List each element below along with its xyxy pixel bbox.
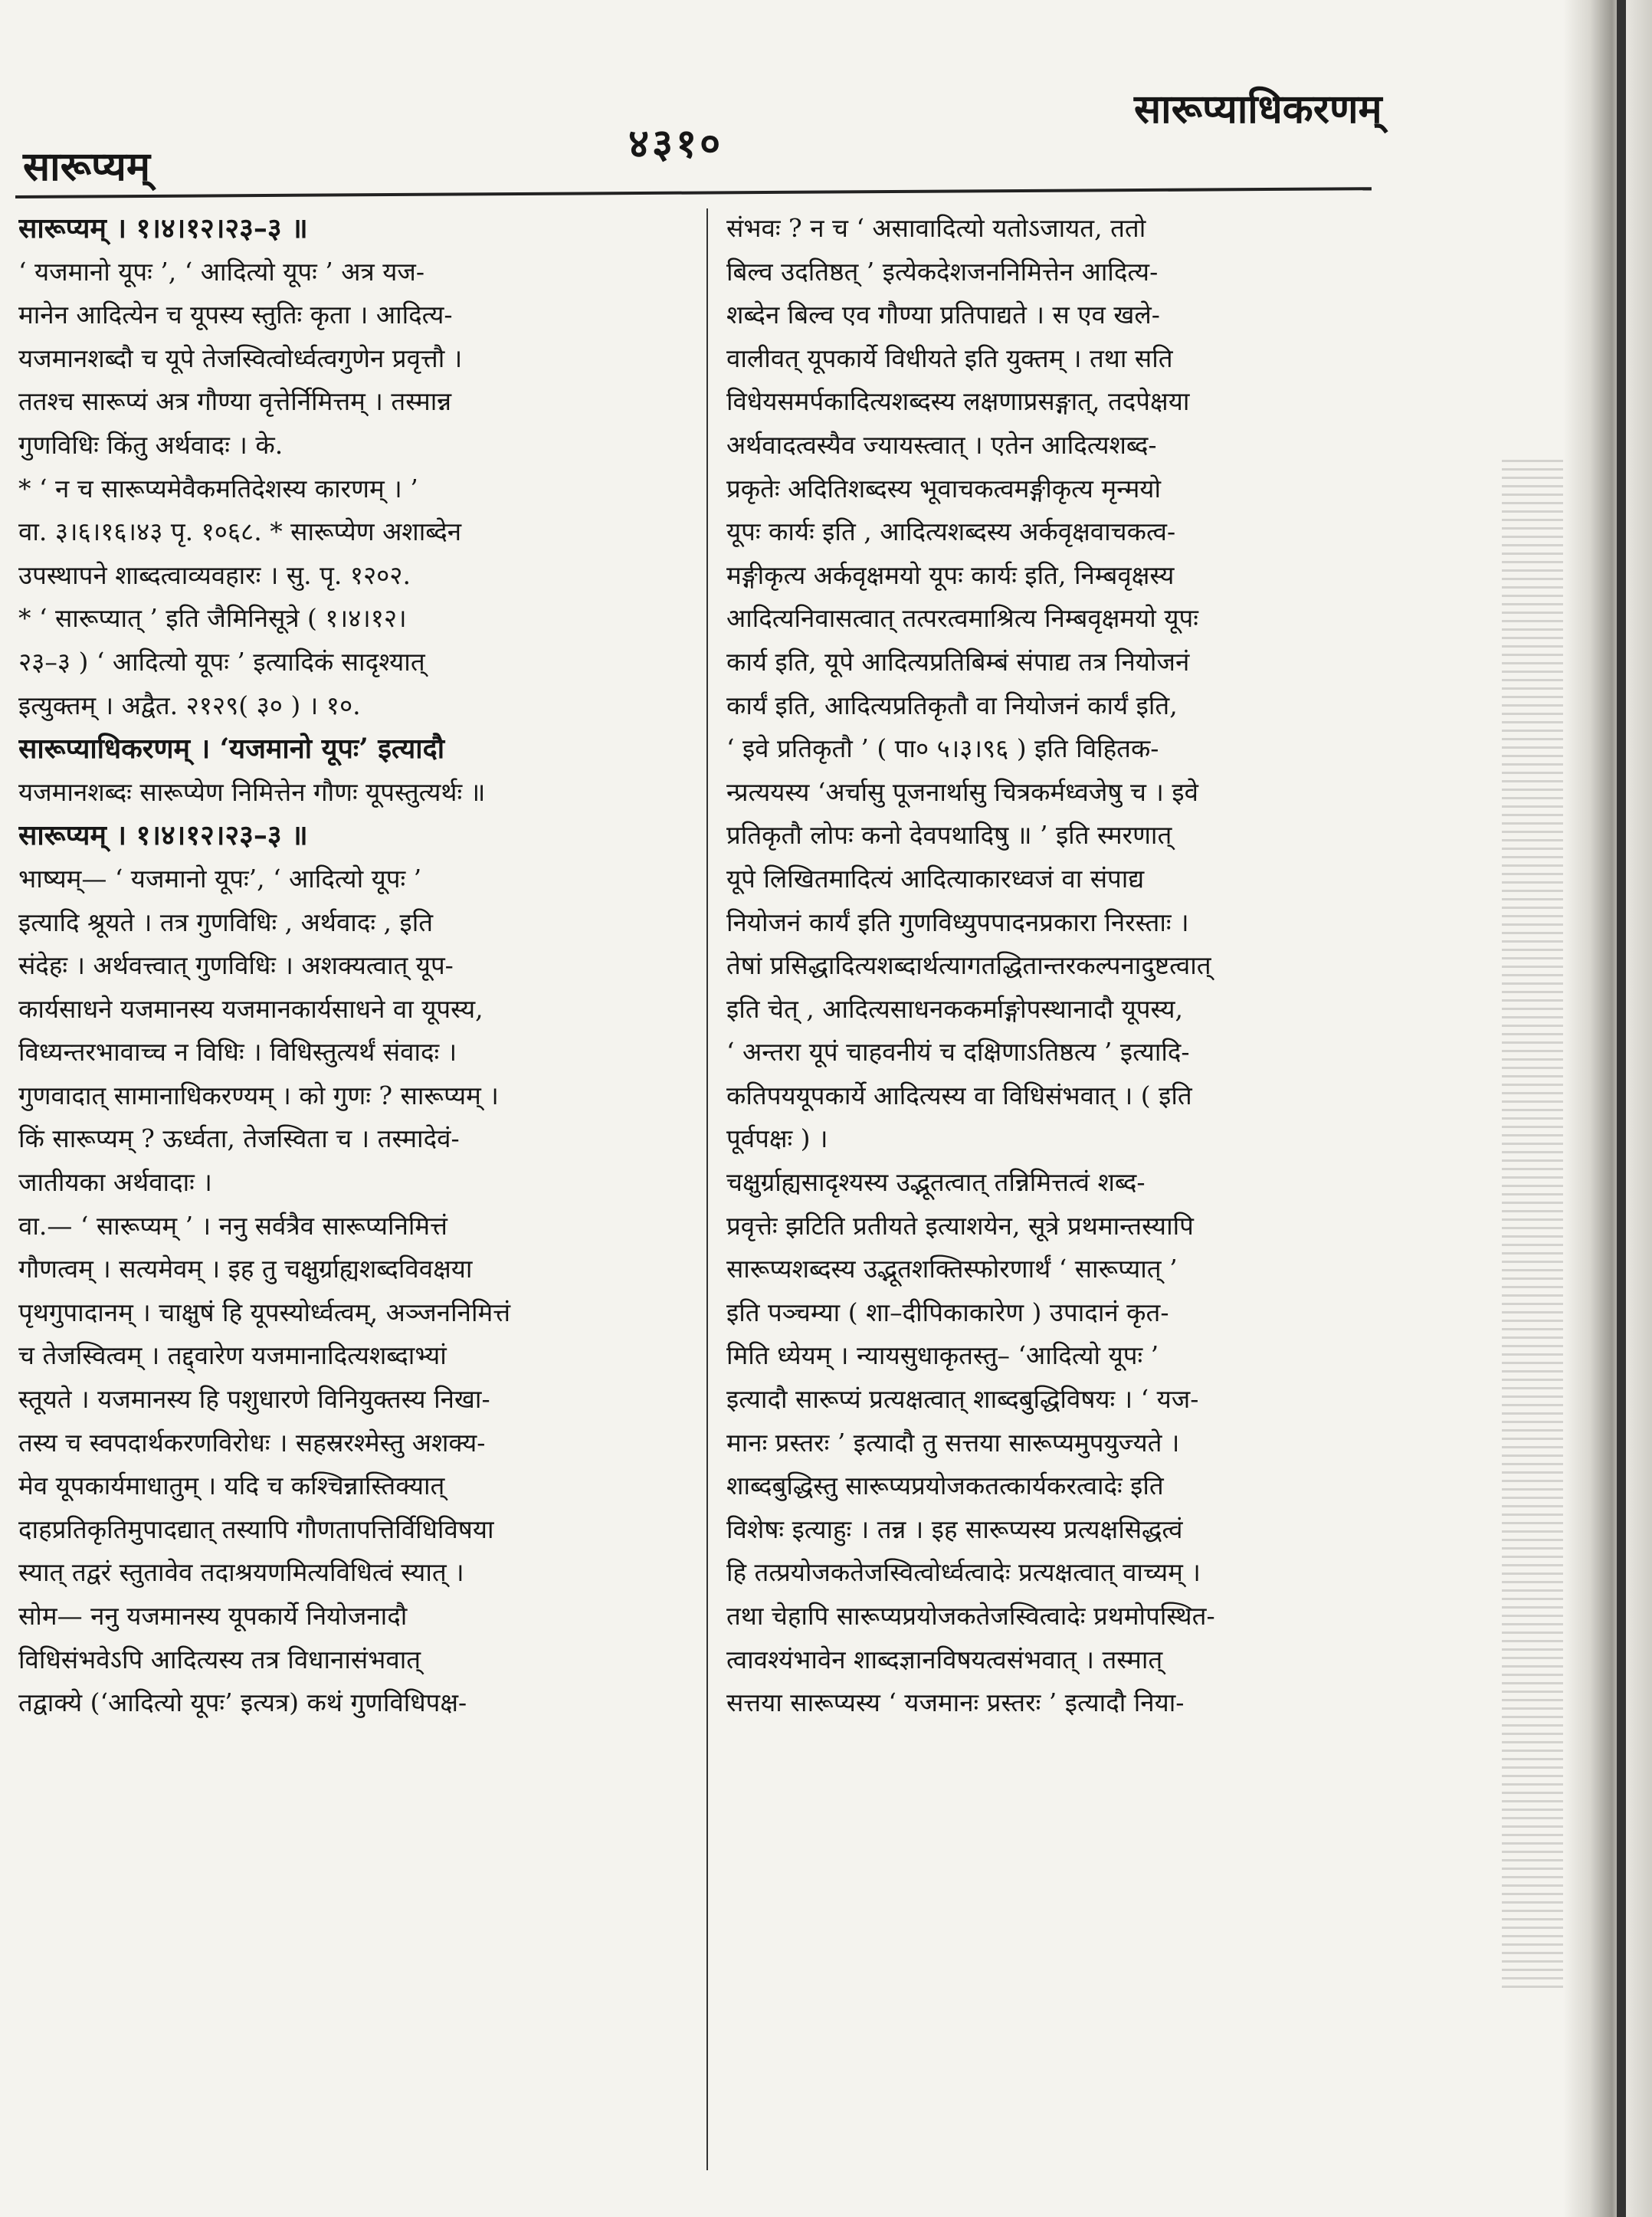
text-line: भाष्यम्— ‘ यजमानो यूपः’, ‘ आदित्यो यूपः ’ xyxy=(18,863,422,894)
text-line: इति चेत् , आदित्यसाधनककर्माङ्गोपस्थानादौ यूपस्य, xyxy=(726,993,1183,1024)
text-line: मानेन आदित्येन च यूपस्य स्तुतिः कृता । आदित्य- xyxy=(18,300,453,330)
text-line: कार्यं इति, आदित्यप्रतिकृतौ वा नियोजनं कार्यं इति, xyxy=(726,690,1178,720)
text-line: * ‘ न च सारूप्यमेवैकमतिदेशस्य कारणम् । ’ xyxy=(18,473,418,503)
text-line: चक्षुर्ग्राह्यसादृश्यस्य उद्भूतत्वात् तन्निमित्तत्वं शब्द- xyxy=(726,1167,1146,1198)
text-line: गौणत्वम् । सत्यमेवम् । इह तु चक्षुर्ग्राह्यशब्दविवक्षया xyxy=(18,1254,473,1284)
text-line: गुणवादात् सामानाधिकरण्यम् । को गुणः ? सारूप्यम् । xyxy=(18,1080,499,1110)
text-line: मेव यूपकार्यमाधातुम् । यदि च कश्चिन्नास्तिक्यात् xyxy=(18,1471,445,1501)
text-line: मिति ध्येयम् । न्यायसुधाकृतस्तु– ‘आदित्यो यूपः ’ xyxy=(726,1340,1159,1371)
book-binding-edge xyxy=(1563,0,1652,2217)
text-line: वा. ३।६।१६।४३ पृ. १०६८. * सारूप्येण अशाब्देन xyxy=(18,517,462,547)
text-line: विधिसंभवेऽपि आदित्यस्य तत्र विधानासंभवात् xyxy=(18,1644,421,1674)
binding-spine xyxy=(1617,0,1626,2217)
text-line: सत्तया सारूप्यस्य ‘ यजमानः प्रस्तरः ’ इत्यादौ निया- xyxy=(726,1687,1185,1718)
text-line: हि तत्प्रयोजकतेजस्वित्वोर्ध्वत्वादेः प्रत्यक्षत्वात् वाच्यम् । xyxy=(726,1557,1201,1588)
text-line: यूपः कार्यः इति , आदित्यशब्दस्य अर्कवृक्षवाचकत्व- xyxy=(726,517,1176,547)
text-line: इत्युक्तम् । अद्वैत. २१२९( ३० ) । १०. xyxy=(18,690,361,720)
text-line: किं सारूप्यम् ? ऊर्ध्वता, तेजस्विता च । तस्मादेवं- xyxy=(18,1123,460,1154)
text-line: जातीयका अर्थवादाः । xyxy=(18,1167,212,1198)
text-line: यजमानशब्दः सारूप्येण निमित्तेन गौणः यूपस्तुत्यर्थः ॥ xyxy=(18,776,486,807)
text-line: ततश्च सारूप्यं अत्र गौण्या वृत्तेर्निमित्तम् । तस्मान्न xyxy=(18,386,452,417)
page-number: ४३१० xyxy=(628,120,724,167)
text-line: इति पञ्चम्या ( शा–दीपिकाकारेण ) उपादानं कृत- xyxy=(726,1297,1169,1327)
text-line: सारूप्यशब्दस्य उद्भूतशक्तिस्फोरणार्थं ‘ सारूप्यात् ’ xyxy=(726,1254,1178,1284)
scan-noise xyxy=(1502,460,1571,1992)
text-line: त्वावश्यंभावेन शाब्दज्ञानविषयत्वसंभवात् । तस्मात् xyxy=(726,1644,1163,1674)
right-column xyxy=(726,207,1393,2184)
text-line: गुणविधिः किंतु अर्थवादः । के. xyxy=(18,429,284,460)
text-line: विधेयसमर्पकादित्यशब्दस्य लक्षणाप्रसङ्गात्, तदपेक्षया xyxy=(726,386,1190,417)
text-line: च तेजस्वित्वम् । तद्द्वारेण यजमानादित्यशब्दाभ्यां xyxy=(18,1340,447,1371)
text-line: कार्य इति, यूपे आदित्यप्रतिबिम्बं संपाद्य तत्र नियोजनं xyxy=(726,646,1190,677)
section-heading: सारूप्यम् । १।४।१२।२३–३ ॥ xyxy=(18,212,308,244)
text-line: दाहप्रतिकृतिमुपादद्यात् तस्यापि गौणतापत्तिर्विधिविषया xyxy=(18,1514,494,1544)
text-line: ‘ यजमानो यूपः ’, ‘ आदित्यो यूपः ’ अत्र यज- xyxy=(18,256,424,287)
text-line: पूर्वपक्षः ) । xyxy=(726,1123,828,1154)
column-divider xyxy=(706,208,708,2170)
text-line: यूपे लिखितमादित्यं आदित्याकारध्वजं वा संपाद्य xyxy=(726,863,1145,894)
text-line: तस्य च स्वपदार्थकरणविरोधः । सहस्ररश्मेस्तु अशक्य- xyxy=(18,1427,486,1458)
text-line: संभवः ? न च ‘ असावादित्यो यतोऽजायत, ततो xyxy=(726,213,1146,243)
text-line: प्रतिकृतौ लोपः कनो देवपथादिषु ॥ ’ इति स्मरणात् xyxy=(726,820,1172,851)
text-line: आदित्यनिवासत्वात् तत्परत्वमाश्रित्य निम्बवृक्षमयो यूपः xyxy=(726,603,1198,634)
text-line: संदेहः । अर्थवत्त्वात् गुणविधिः । अशक्यत्वात् यूप- xyxy=(18,950,454,981)
text-line: ‘ अन्तरा यूपं चाहवनीयं च दक्षिणाऽतिष्ठत्य ’ इत्यादि- xyxy=(726,1037,1190,1068)
text-line: कतिपययूपकार्ये आदित्यस्य वा विधिसंभवात् । ( इति xyxy=(726,1080,1192,1110)
text-line: वालीवत् यूपकार्ये विधीयते इति युक्तम् । तथा सति xyxy=(726,343,1173,373)
section-heading: सारूप्यम् । १।४।१२।२३–३ ॥ xyxy=(18,819,308,852)
left-column xyxy=(18,207,693,2184)
text-line: बिल्व उदतिष्ठत् ’ इत्येकदेशजननिमित्तेन आदित्य- xyxy=(726,256,1159,287)
text-line: यजमानशब्दौ च यूपे तेजस्वित्वोर्ध्वत्वगुणेन प्रवृत्तौ । xyxy=(18,343,463,373)
text-line: पृथगुपादानम् । चाक्षुषं हि यूपस्योर्ध्वत्वम्, अञ्जननिमित्तं xyxy=(18,1297,511,1327)
text-line: इत्यादौ सारूप्यं प्रत्यक्षत्वात् शाब्दबुद्धिविषयः । ‘ यज- xyxy=(726,1384,1199,1415)
text-line: न्प्रत्ययस्य ‘अर्चासु पूजनार्थासु चित्रकर्मध्वजेषु च । इवे xyxy=(726,776,1198,807)
text-line: तेषां प्रसिद्धादित्यशब्दार्थत्यागतद्धितान्तरकल्पनादुष्टत्वात् xyxy=(726,950,1211,981)
text-line: इत्यादि श्रूयते । तत्र गुणविधिः , अर्थवादः , इति xyxy=(18,907,434,937)
text-line: स्यात् तद्वरं स्तुतावेव तदाश्रयणमित्यविधित्वं स्यात् । xyxy=(18,1557,464,1588)
text-line: २३–३ ) ‘ आदित्यो यूपः ’ इत्यादिकं सादृश्यात् xyxy=(18,646,425,677)
text-line: विध्यन्तरभावाच्च न विधिः । विधिस्तुत्यर्थं संवादः । xyxy=(18,1037,457,1068)
text-line: मानः प्रस्तरः ’ इत्यादौ तु सत्तया सारूप्यमुपयुज्यते । xyxy=(726,1427,1180,1458)
running-head-right: सारूप्याधिकरणम् xyxy=(1134,86,1382,133)
text-line: तद्वाक्ये (‘आदित्यो यूपः’ इत्यत्र) कथं गुणविधिपक्ष- xyxy=(18,1687,467,1718)
text-line: स्तूयते । यजमानस्य हि पशुधारणे विनियुक्तस्य निखा- xyxy=(18,1384,490,1415)
text-line: प्रकृतेः अदितिशब्दस्य भूवाचकत्वमङ्गीकृत्य मृन्मयो xyxy=(726,473,1161,503)
section-heading: सारूप्याधिकरणम् । ‘यजमानो यूपः’ इत्यादौ xyxy=(18,733,445,766)
text-line: शाब्दबुद्धिस्तु सारूप्यप्रयोजकतत्कार्यकरत्वादेः इति xyxy=(726,1471,1164,1501)
text-line: उपस्थापने शाब्दत्वाव्यवहारः । सु. पृ. १२०२. xyxy=(18,559,411,590)
text-line: शब्देन बिल्व एव गौण्या प्रतिपाद्यते । स एव खले- xyxy=(726,300,1160,330)
header-rule xyxy=(15,187,1372,198)
text-line: मङ्गीकृत्य अर्कवृक्षमयो यूपः कार्यः इति, निम्बवृक्षस्य xyxy=(726,559,1175,590)
text-line: वा.— ‘ सारूप्यम् ’ । ननु सर्वत्रैव सारूप्यनिमित्तं xyxy=(18,1210,447,1241)
text-line: प्रवृत्तेः झटिति प्रतीयते इत्याशयेन, सूत्रे प्रथमान्तस्यापि xyxy=(726,1210,1194,1241)
text-line: ‘ इवे प्रतिकृतौ ’ ( पा० ५।३।९६ ) इति विहितक- xyxy=(726,733,1159,764)
text-line: * ‘ सारूप्यात् ’ इति जैमिनिसूत्रे ( १।४।१२। xyxy=(18,603,407,634)
text-line: कार्यसाधने यजमानस्य यजमानकार्यसाधने वा यूपस्य, xyxy=(18,993,483,1024)
text-line: सोम— ननु यजमानस्य यूपकार्ये नियोजनादौ xyxy=(18,1601,408,1631)
running-head-left: सारूप्यम् xyxy=(23,143,150,190)
text-line: तथा चेहापि सारूप्यप्रयोजकतेजस्वित्वादेः प्रथमोपस्थित- xyxy=(726,1601,1215,1631)
text-line: विशेषः इत्याहुः । तन्न । इह सारूप्यस्य प्रत्यक्षसिद्धत्वं xyxy=(726,1514,1183,1544)
text-line: अर्थवादत्वस्यैव ज्यायस्त्वात् । एतेन आदित्यशब्द- xyxy=(726,429,1157,460)
text-line: नियोजनं कार्यं इति गुणविध्युपपादनप्रकारा निरस्ताः । xyxy=(726,907,1189,937)
